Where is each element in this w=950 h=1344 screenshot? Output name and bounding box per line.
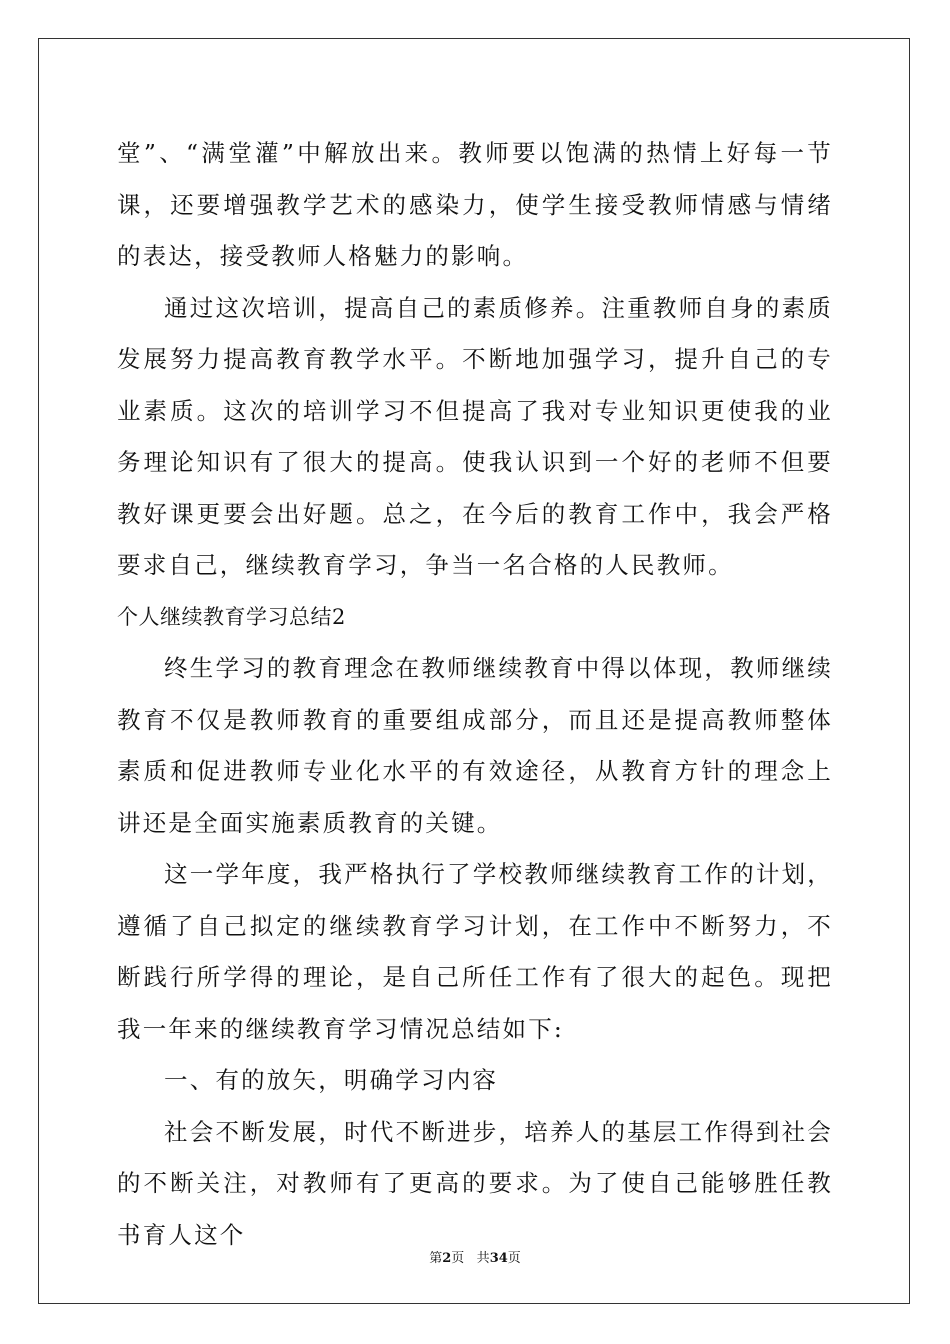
paragraph-school-year: 这一学年度，我严格执行了学校教师继续教育工作的计划，遵循了自己拟定的继续教育学习计划，在工作中不断努力，不断践行所学得的理论，是自己所任工作有了很大的起色。现把我一年来的继续教育学习情况总结如下: <box>117 860 833 1043</box>
page-footer <box>0 1247 950 1266</box>
footer-total-suffix: 页 <box>507 1251 521 1266</box>
paragraph-society-development: 社会不断发展，时代不断进步，培养人的基层工作得到社会的不断关注，对教师有了更高的要求。为了使自己能够胜任教书育人这个 <box>117 1117 833 1249</box>
document-body <box>117 128 833 1261</box>
subheading-targeted-learning: 一、有的放矢，明确学习内容 <box>164 1066 499 1094</box>
paragraph-lifelong-learning: 终生学习的教育理念在教师继续教育中得以体现，教师继续教育不仅是教师教育的重要组成部分，而且还是提高教师整体素质和促进教师专业化水平的有效途径，从教育方针的理念上讲还是全面实施素质教育的关键。 <box>117 654 833 837</box>
section-heading: 个人继续教育学习总结2 <box>117 604 346 629</box>
footer-total-prefix: 共 <box>476 1251 490 1266</box>
footer-page-number: 2 <box>442 1251 452 1266</box>
footer-page-suffix: 页 <box>451 1251 465 1266</box>
footer-prefix: 第 <box>429 1251 443 1266</box>
paragraph-training-summary: 通过这次培训，提高自己的素质修养。注重教师自身的素质发展努力提高教育教学水平。不断地加强学习，提升自己的专业素质。这次的培训学习不但提高了我对专业知识更使我的业务理论知识有了很大的提高。使我认识到一个好的老师不但要教好课更要会出好题。总之，在今后的教育工作中，我会严格要求自己，继续教育学习，争当一名合格的人民教师。 <box>117 293 833 579</box>
paragraph-continuation: 堂”、“满堂灌”中解放出来。教师要以饱满的热情上好每一节课，还要增强教学艺术的感染力，使学生接受教师情感与情绪的表达，接受教师人格魅力的影响。 <box>117 139 833 270</box>
footer-total-pages: 34 <box>489 1251 508 1266</box>
